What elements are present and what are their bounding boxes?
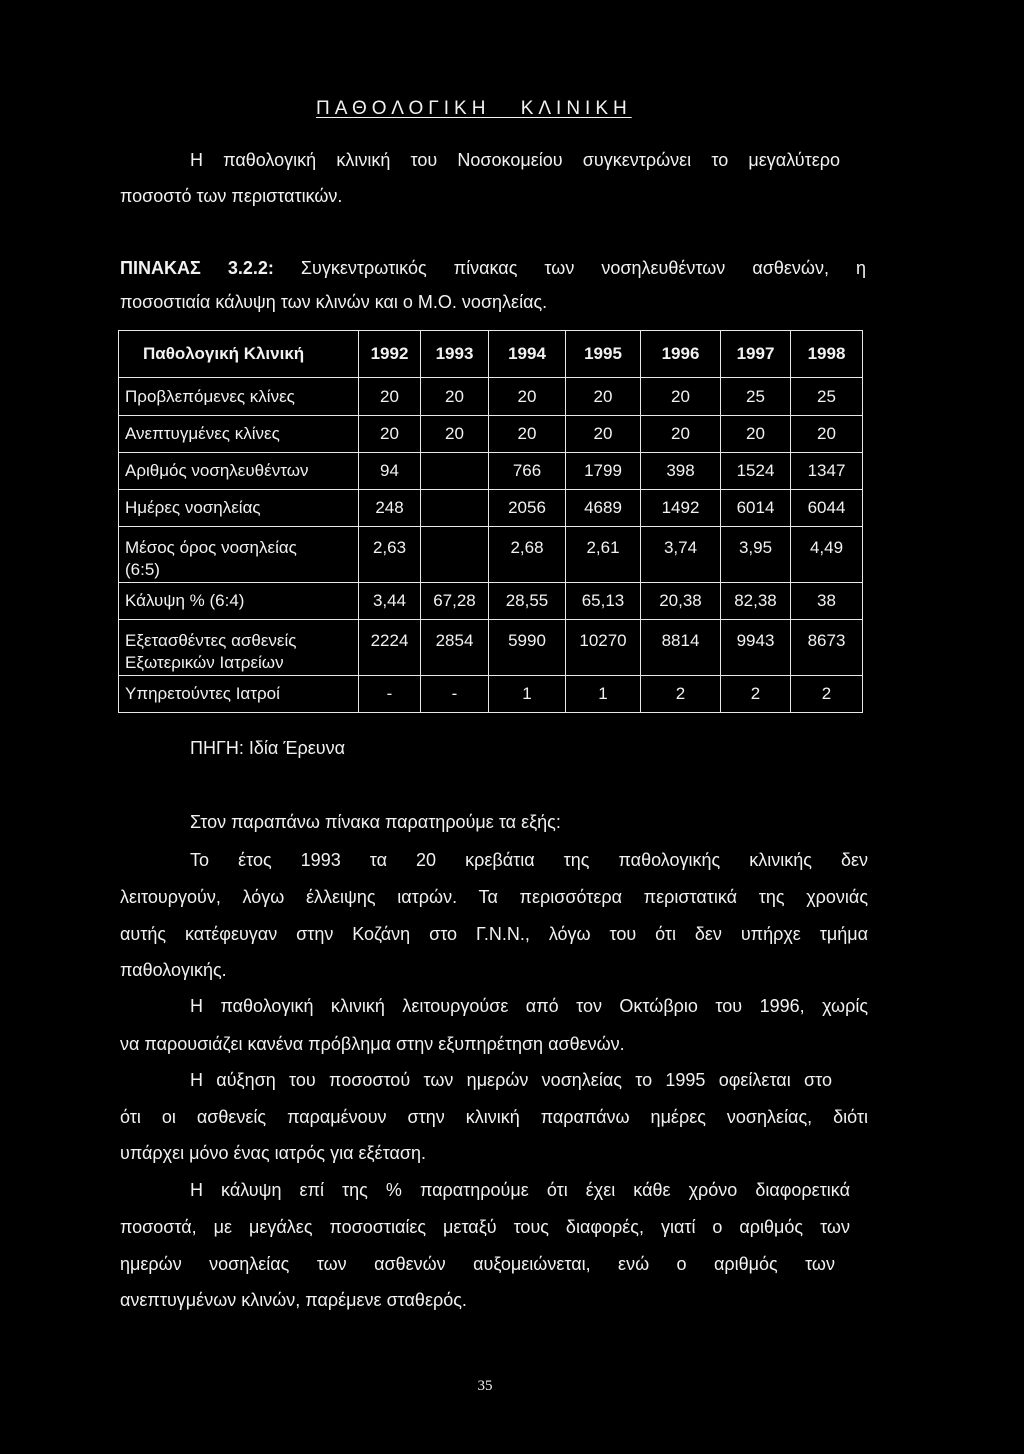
- table-cell: 20,38: [641, 583, 721, 620]
- table-cell: 2224: [359, 620, 421, 676]
- table-caption: [120, 256, 866, 280]
- table-row: [119, 676, 863, 713]
- table-caption-text: Συγκεντρωτικός πίνακας των νοσηλευθέντων ασθενών, η: [300, 258, 866, 278]
- source-note: ΠΗΓΗ: Ιδία Έρευνα: [190, 738, 345, 758]
- table-cell: 38: [791, 583, 863, 620]
- year-header: 1996: [641, 331, 721, 378]
- paragraph-line: Η κάλυψη επί της % παρατηρούμε ότι έχει κάθε χρόνο διαφορετικά: [190, 1180, 850, 1200]
- table-cell: 20: [791, 416, 863, 453]
- table-cell: 67,28: [421, 583, 489, 620]
- paragraph-line: Η παθολογική κλινική λειτουργούσε από τον Οκτώβριο του 1996, χωρίς: [190, 996, 868, 1016]
- table-cell: 1492: [641, 490, 721, 527]
- table-cell: 2: [641, 676, 721, 713]
- paragraph-line: ημερών νοσηλείας των ασθενών αυξομειώνεται, ενώ ο αριθμός των: [120, 1254, 835, 1274]
- table-row: [119, 378, 863, 416]
- row-label: Ανεπτυγμένες κλίνες: [119, 416, 359, 453]
- table-cell: 2: [791, 676, 863, 713]
- section-title: ΠΑΘΟΛΟΓΙΚΗ ΚΛΙΝΙΚΗ: [316, 98, 632, 119]
- table-row: [119, 527, 863, 583]
- table-cell: 82,38: [721, 583, 791, 620]
- intro-line: ποσοστό των περιστατικών.: [120, 186, 343, 206]
- row-label: Ημέρες νοσηλείας: [119, 490, 359, 527]
- table-cell: 25: [721, 378, 791, 416]
- table-cell: 2,61: [566, 527, 641, 583]
- table-header-row: [119, 331, 863, 378]
- table-cell: 2,63: [359, 527, 421, 583]
- paragraph-line: ποσοστά, με μεγάλες ποσοστιαίες μεταξύ τους διαφορές, γιατί ο αριθμός των: [120, 1217, 850, 1237]
- table-cell: 20: [641, 416, 721, 453]
- table-caption-line: ποσοστιαία κάλυψη των κλινών και ο Μ.Ο. νοσηλείας.: [120, 292, 548, 312]
- table-cell: 4,49: [791, 527, 863, 583]
- table-cell: 6014: [721, 490, 791, 527]
- table-cell: 766: [489, 453, 566, 490]
- row-label: Υπηρετούντες Ιατροί: [119, 676, 359, 713]
- table-cell: 1799: [566, 453, 641, 490]
- table-cell: 94: [359, 453, 421, 490]
- table-cell: [421, 490, 489, 527]
- table-cell: 2: [721, 676, 791, 713]
- table-row: [119, 453, 863, 490]
- table-cell: 6044: [791, 490, 863, 527]
- table-cell: 4689: [566, 490, 641, 527]
- paragraph-line: υπάρχει μόνο ένας ιατρός για εξέταση.: [120, 1143, 426, 1163]
- row-label: [119, 620, 359, 676]
- table-cell: 9943: [721, 620, 791, 676]
- year-header: 1998: [791, 331, 863, 378]
- table-cell: 248: [359, 490, 421, 527]
- year-header: 1994: [489, 331, 566, 378]
- table-cell: 2854: [421, 620, 489, 676]
- table-cell: 25: [791, 378, 863, 416]
- row-label-text: Μέσος όρος νοσηλείας (6:5): [125, 538, 297, 579]
- paragraph-line: ανεπτυγμένων κλινών, παρέμενε σταθερός.: [120, 1290, 467, 1310]
- table-cell: 3,74: [641, 527, 721, 583]
- paragraph-line: Η αύξηση του ποσοστού των ημερών νοσηλείας το 1995 οφείλεται στο: [190, 1070, 832, 1090]
- table-cell: -: [359, 676, 421, 713]
- row-label: Προβλεπόμενες κλίνες: [119, 378, 359, 416]
- paragraph-line: ότι οι ασθενείς παραμένουν στην κλινική παραπάνω ημέρες νοσηλείας, διότι: [120, 1107, 868, 1127]
- table-cell: 20: [489, 378, 566, 416]
- paragraph-line: λειτουργούν, λόγω έλλειψης ιατρών. Τα περισσότερα περιστατικά της χρονιάς: [120, 887, 868, 907]
- paragraph-line: αυτής κατέφευγαν στην Κοζάνη στο Γ.Ν.Ν., λόγω του ότι δεν υπήρχε τμήμα: [120, 924, 868, 944]
- table-cell: 2056: [489, 490, 566, 527]
- table-row: [119, 490, 863, 527]
- table-cell: 1347: [791, 453, 863, 490]
- row-label: [119, 527, 359, 583]
- table-cell: 398: [641, 453, 721, 490]
- year-header: 1993: [421, 331, 489, 378]
- table-cell: 65,13: [566, 583, 641, 620]
- table-cell: 20: [359, 416, 421, 453]
- table-cell: 20: [359, 378, 421, 416]
- intro-line: Η παθολογική κλινική του Νοσοκομείου συγκεντρώνει το μεγαλύτερο: [190, 150, 840, 170]
- row-label-text: Εξετασθέντες ασθενείς Εξωτερικών Ιατρείων: [125, 631, 297, 672]
- table-cell: 3,95: [721, 527, 791, 583]
- table-cell: 1: [489, 676, 566, 713]
- table-cell: 20: [421, 378, 489, 416]
- paragraph-line: παθολογικής.: [120, 960, 227, 980]
- table-row: [119, 416, 863, 453]
- page-number: 35: [477, 1378, 493, 1394]
- table-cell: 28,55: [489, 583, 566, 620]
- table-cell: 20: [566, 378, 641, 416]
- table-cell: 20: [721, 416, 791, 453]
- table-cell: 1524: [721, 453, 791, 490]
- table-cell: 5990: [489, 620, 566, 676]
- table-cell: 2,68: [489, 527, 566, 583]
- table-cell: 1: [566, 676, 641, 713]
- table-cell: 8673: [791, 620, 863, 676]
- paragraph-line: Στον παραπάνω πίνακα παρατηρούμε τα εξής:: [190, 812, 561, 832]
- table-cell: 20: [641, 378, 721, 416]
- year-header: 1997: [721, 331, 791, 378]
- year-header: 1992: [359, 331, 421, 378]
- table-cell: -: [421, 676, 489, 713]
- table-cell: 20: [489, 416, 566, 453]
- header-label: Παθολογική Κλινική: [119, 331, 359, 378]
- row-label: Αριθμός νοσηλευθέντων: [119, 453, 359, 490]
- row-label: Κάλυψη % (6:4): [119, 583, 359, 620]
- table-cell: 20: [421, 416, 489, 453]
- table-row: [119, 620, 863, 676]
- table-cell: 8814: [641, 620, 721, 676]
- table-cell: 20: [566, 416, 641, 453]
- paragraph-line: να παρουσιάζει κανένα πρόβλημα στην εξυπηρέτηση ασθενών.: [120, 1034, 625, 1054]
- table-caption-label: ΠΙΝΑΚΑΣ 3.2.2:: [120, 258, 274, 278]
- table-cell: 10270: [566, 620, 641, 676]
- table-cell: 3,44: [359, 583, 421, 620]
- table-cell: [421, 453, 489, 490]
- year-header: 1995: [566, 331, 641, 378]
- statistics-table: [118, 330, 863, 713]
- paragraph-line: Το έτος 1993 τα 20 κρεβάτια της παθολογικής κλινικής δεν: [190, 850, 868, 870]
- table-row: [119, 583, 863, 620]
- table-cell: [421, 527, 489, 583]
